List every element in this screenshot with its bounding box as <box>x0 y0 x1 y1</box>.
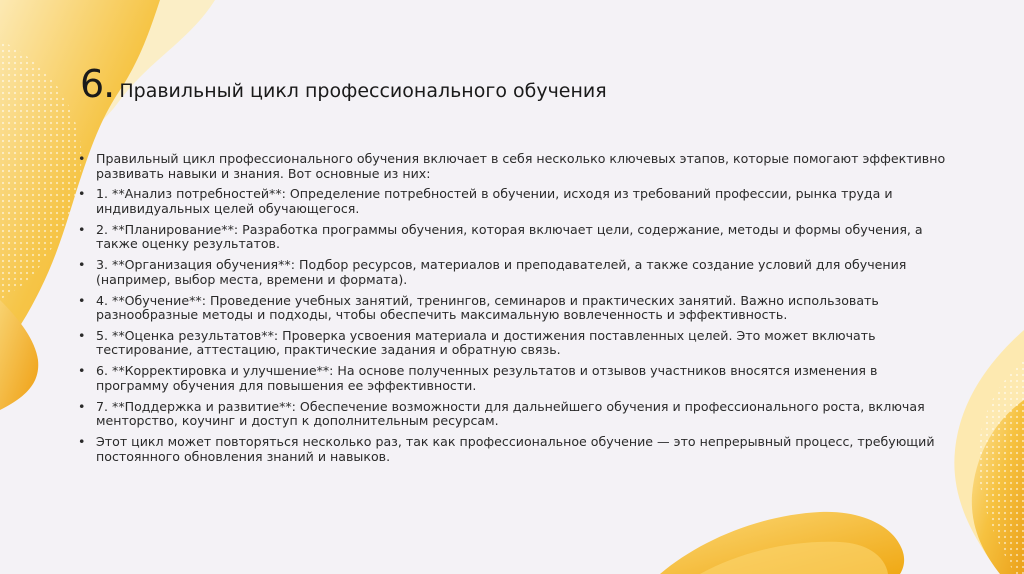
list-item <box>78 400 948 429</box>
list-item-text: Правильный цикл профессионального обучения включает в себя несколько ключевых этапов, которые помогают эффективно развивать навыки и знания. Вот основные из них: <box>96 151 946 181</box>
list-item <box>78 294 948 323</box>
list-item-text: 1. **Анализ потребностей**: Определение потребностей в обучении, исходя из требований профессии, рынка труда и индивидуальных целей обучающегося. <box>96 186 893 216</box>
list-item-text: 6. **Корректировка и улучшение**: На основе полученных результатов и отзывов участников вносятся изменения в программу обучения для повышения ее эффективности. <box>96 363 878 393</box>
list-item-text: 4. **Обучение**: Проведение учебных занятий, тренингов, семинаров и практических занятий. Важно использовать разнообразные методы и подходы, чтобы обеспечить максимальную вовлеченность и эффективность. <box>96 292 879 323</box>
list-item <box>78 152 948 181</box>
list-item <box>78 187 948 216</box>
list-item <box>78 435 948 464</box>
bullet-dot: • <box>78 327 86 343</box>
bullet-dot: • <box>78 221 86 237</box>
bullet-dot: • <box>78 398 86 414</box>
list-item-text: 3. **Организация обучения**: Подбор ресурсов, материалов и преподавателей, а также создание условий для обучения (например, выбор места, времени и формата). <box>96 257 907 287</box>
list-item-text: 7. **Поддержка и развитие**: Обеспечение возможности для дальнейшего обучения и профессионального роста, включая менторство, коучинг и доступ к дополнительным ресурсам. <box>96 398 925 429</box>
title-text: Правильный цикл профессионального обучения <box>119 80 607 102</box>
slide-title <box>80 62 607 106</box>
bullet-dot: • <box>78 186 86 202</box>
list-item <box>78 258 948 287</box>
list-item-text: Этот цикл может повторяться несколько раз, так как профессиональное обучение — это непрерывный процесс, требующий постоянного обновления знаний и навыков. <box>96 434 935 464</box>
bullet-dot: • <box>78 434 86 449</box>
list-item <box>78 223 948 252</box>
list-item <box>78 364 948 393</box>
bullet-dot: • <box>78 363 86 379</box>
bullet-dot: • <box>78 151 86 166</box>
bullet-dot: • <box>78 257 86 273</box>
list-item-text: 5. **Оценка результатов**: Проверка усвоения материала и достижения поставленных целей. Это может включать тестирование, аттестацию, практические задания и обратную связь. <box>96 327 876 358</box>
bullet-dot: • <box>78 292 86 308</box>
title-number: 6. <box>80 62 115 106</box>
list-item <box>78 329 948 358</box>
bullet-list <box>78 152 948 470</box>
list-item-text: 2. **Планирование**: Разработка программы обучения, которая включает цели, содержание, методы и формы обучения, а также оценку результатов. <box>96 221 923 252</box>
